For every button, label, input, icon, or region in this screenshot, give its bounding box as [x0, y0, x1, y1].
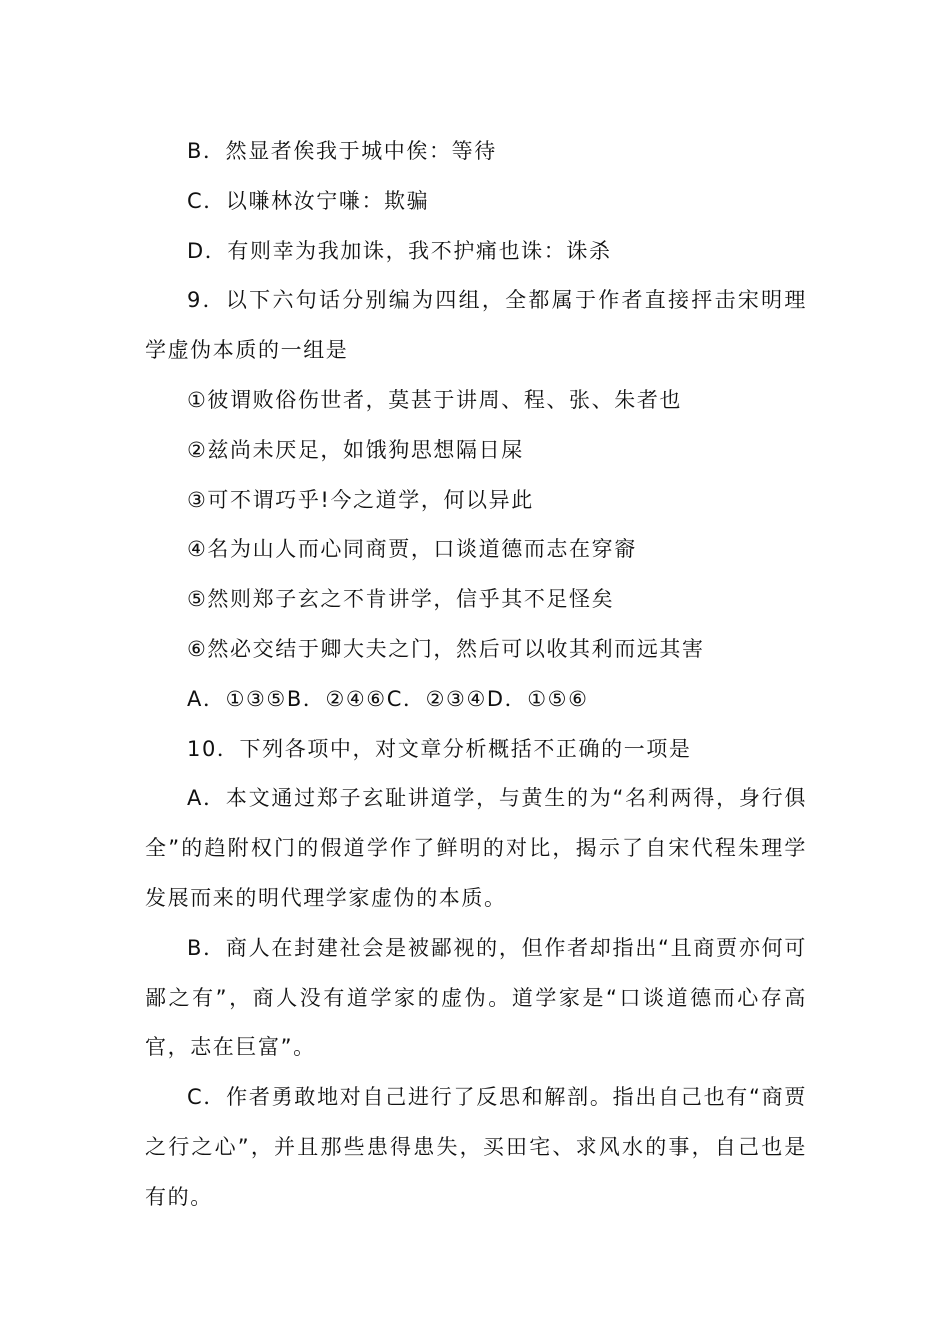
option-b-line: B．然显者俟我于城中俟：等待	[187, 139, 497, 163]
sentence-1: ①彼谓败俗伤世者，莫甚于讲周、程、张、朱者也	[187, 387, 683, 412]
option-d-line: D．有则幸为我加诛，我不护痛也诛：诛杀	[187, 238, 612, 263]
question-10-option-a: A．本文通过郑子玄耻讲道学，与黄生的为“名利两得，身行俱全”的趋附权门的假道学作了鲜明的对比，揭示了自宋代程朱理学发展而来的明代理学家虚伪的本质。	[145, 786, 807, 910]
document-body	[145, 127, 807, 1223]
question-10-option-b: B．商人在封建社会是被鄙视的，但作者却指出“且商贾亦何可鄙之有”，商人没有道学家的虚伪。道学家是“口谈道德而心存高官，志在巨富”。	[145, 935, 807, 1060]
sentence-4: ④名为山人而心同商贾，口谈道德而志在穿窬	[187, 537, 637, 562]
sentence-3: ③可不谓巧乎!今之道学，何以异此	[187, 487, 534, 512]
option-c-line: C．以嗛林汝宁嗛：欺骗	[187, 188, 430, 213]
question-10-stem: 10．下列各项中，对文章分析概括不正确的一项是	[187, 736, 692, 761]
sentence-2: ②兹尚未厌足，如饿狗思想隔日屎	[187, 437, 524, 462]
sentence-5: ⑤然则郑子玄之不肯讲学，信乎其不足怪矣	[187, 587, 615, 612]
sentence-6: ⑥然必交结于卿大夫之门，然后可以收其利而远其害	[187, 636, 705, 661]
question-9-stem: 9．以下六句话分别编为四组，全都属于作者直接抨击宋明理学虚伪本质的一组是	[145, 288, 807, 363]
question-10-option-c: C．作者勇敢地对自己进行了反思和解剖。指出自己也有“商贾之行之心”，并且那些患得患失，买田宅、求风水的事，自己也是有的。	[145, 1085, 807, 1209]
question-9-options: A．①③⑤B．②④⑥C．②③④D．①⑤⑥	[187, 686, 589, 711]
